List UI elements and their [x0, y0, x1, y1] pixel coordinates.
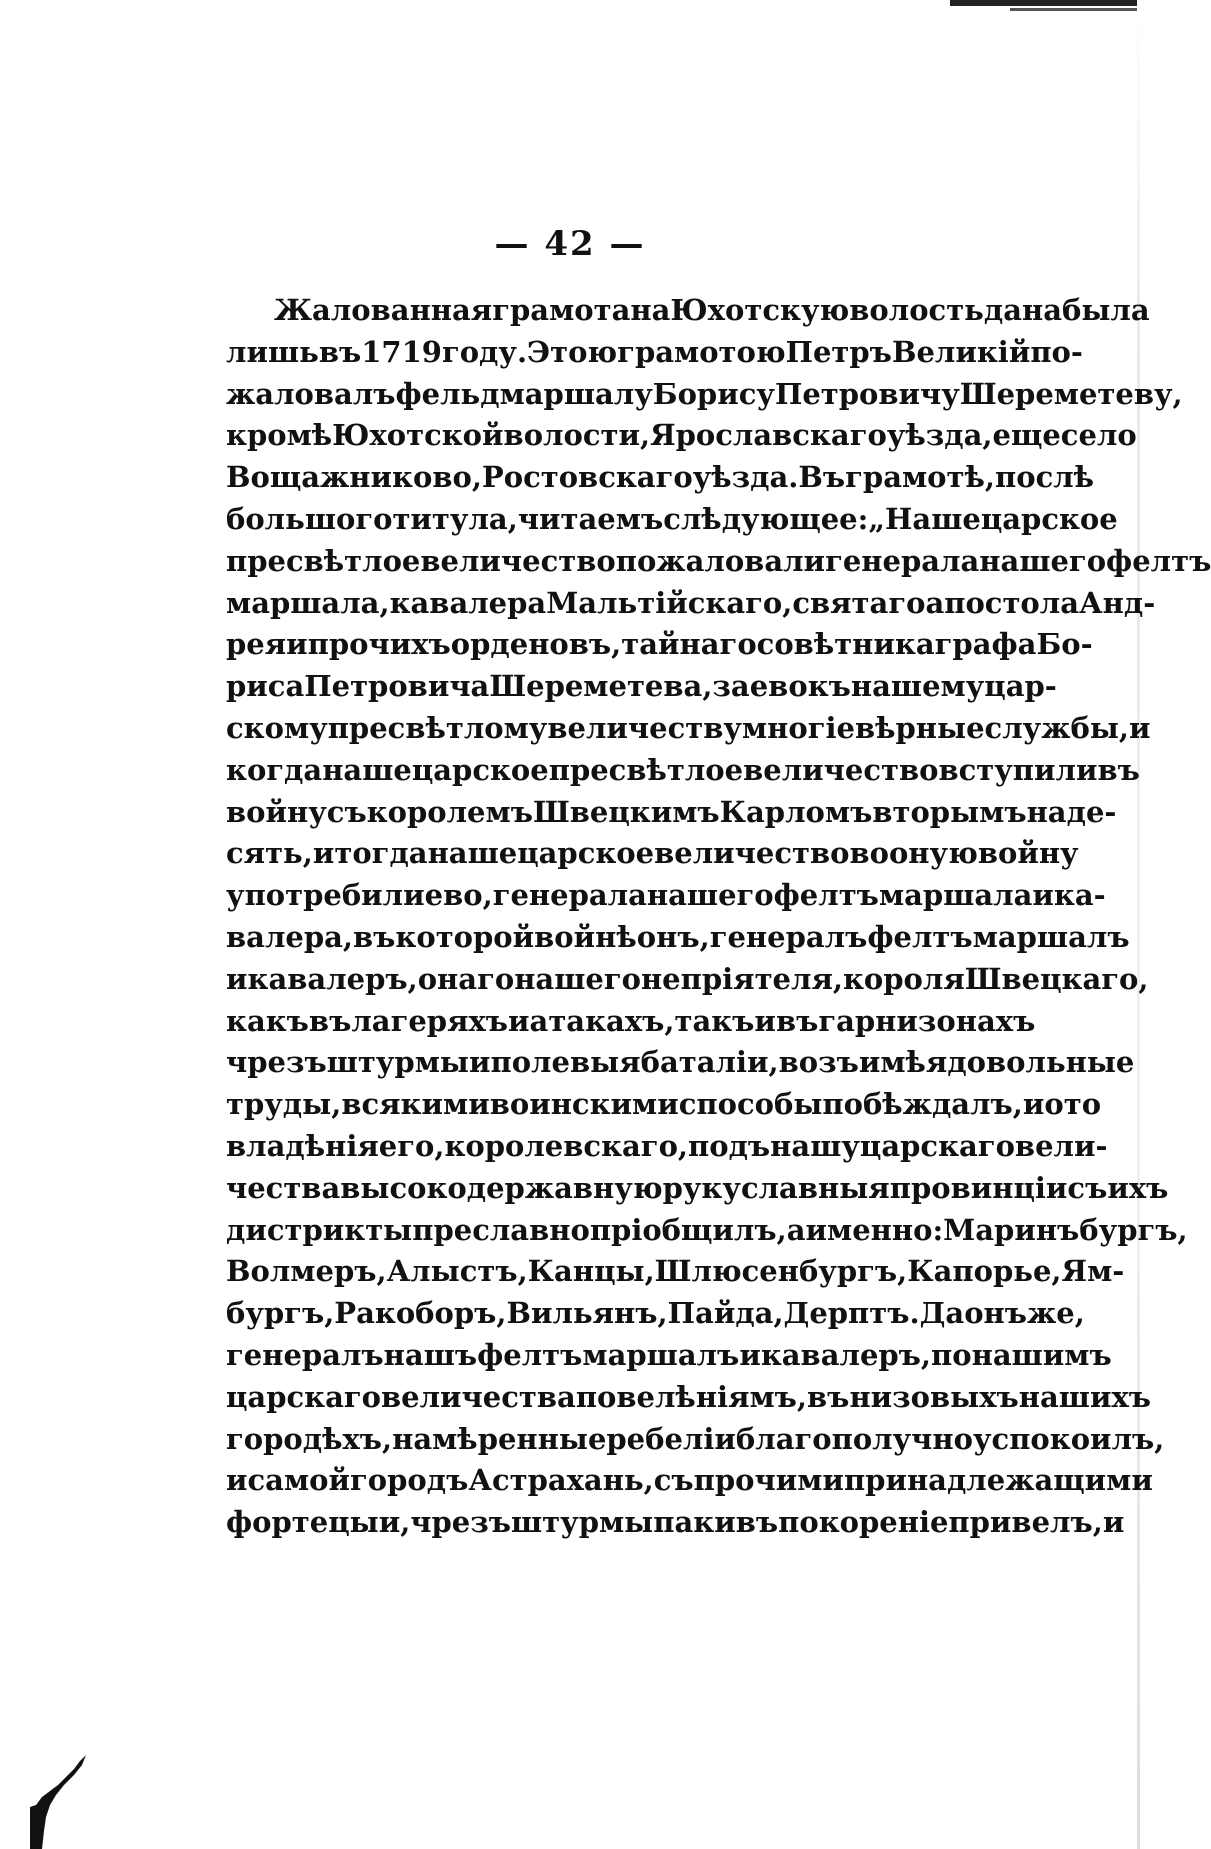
word: на [1026, 794, 1067, 829]
word: возъимѣя [778, 1045, 948, 1080]
word: кавалеръ, [247, 961, 418, 996]
scan-right-edge [1137, 0, 1140, 1849]
word: прочихъ [307, 627, 451, 662]
word: Ярославскаго [650, 418, 887, 453]
word: именно: [805, 1212, 944, 1247]
text-line [226, 1251, 1125, 1293]
word: и [739, 1337, 761, 1372]
text-line [226, 1168, 1169, 1210]
word: скому [226, 710, 328, 745]
word: королемъ [366, 794, 533, 829]
text-line [226, 1335, 1112, 1377]
word: Да [919, 1296, 965, 1331]
word: побѣждалъ, [822, 1087, 1023, 1122]
word: на [630, 293, 671, 327]
word: и [1102, 1505, 1125, 1540]
word: цар- [984, 669, 1057, 704]
word: по [931, 1337, 972, 1372]
word: чества [226, 1170, 341, 1205]
scan-edge-mark [1010, 8, 1140, 11]
word: фелтъ [1106, 543, 1211, 578]
word: ихъ [1107, 1170, 1169, 1205]
text-line [226, 1377, 1152, 1419]
word: Жалованная [274, 293, 493, 327]
word: по- [1030, 334, 1083, 369]
text-line [226, 1001, 1036, 1043]
word: Алыстъ, [386, 1254, 528, 1289]
text-line [226, 1460, 1153, 1502]
word: маршалъ [582, 1337, 740, 1372]
word: съ [1067, 1170, 1108, 1205]
word: лишь [226, 334, 319, 369]
word: сять, [226, 836, 313, 871]
word: непріятеля, [640, 961, 843, 996]
word: послѣ [995, 460, 1095, 495]
word: королевскаго, [444, 1128, 689, 1163]
word: войну [226, 794, 327, 829]
word: Ростовскаго [481, 460, 693, 495]
word: и [754, 1003, 776, 1038]
word: Шереметеву, [959, 376, 1183, 411]
word: Канцы, [527, 1254, 655, 1289]
word: Мальтійскаго, [546, 585, 793, 620]
word: царскаго [226, 1379, 381, 1414]
word: тайнаго [621, 627, 757, 662]
word: пожаловали [615, 543, 826, 578]
page-number: — 42 — [494, 224, 646, 264]
word: генерала [492, 878, 647, 913]
word: фелтъ [867, 919, 973, 954]
word: фельдмаршалу [395, 376, 653, 411]
word: многіе [741, 710, 855, 745]
word: самой [247, 1463, 351, 1498]
text-line [226, 1126, 1108, 1168]
word: совѣтника [756, 627, 935, 662]
scan-edge-mark [950, 0, 1140, 6]
word: жаловалъ [226, 376, 396, 411]
word: привелъ, [948, 1505, 1103, 1540]
word: наше [322, 752, 412, 787]
word: валера, [226, 919, 354, 954]
text-line [226, 1084, 1102, 1126]
word: кавалеръ, [760, 1337, 932, 1372]
text-line [226, 624, 1093, 666]
word: де- [1066, 794, 1117, 829]
word: Капорье, [907, 1254, 1062, 1289]
word: во [849, 836, 889, 871]
word: за [712, 669, 750, 704]
word: атакахъ, [529, 1003, 675, 1038]
word: успокоилъ, [972, 1421, 1165, 1456]
word: руку [662, 1170, 741, 1205]
word: риса [226, 669, 305, 704]
word: Юхотской [332, 418, 504, 453]
text-line [226, 1293, 1085, 1335]
text-line [226, 415, 1137, 457]
word: фелтъ [773, 878, 879, 913]
word: довольные [947, 1045, 1135, 1080]
word: ребеліи [606, 1421, 736, 1456]
word: фелтъ [477, 1337, 583, 1372]
word: паки [653, 1505, 736, 1540]
word: ото [1044, 1087, 1102, 1122]
word: Петровичу [774, 376, 960, 411]
word: 1719 [361, 334, 442, 369]
word: въ [318, 334, 362, 369]
word: пресвѣтлое [548, 752, 744, 787]
word: генерала [825, 543, 980, 578]
word: графа [934, 627, 1037, 662]
text-line [226, 1502, 1125, 1544]
word: владѣнія [226, 1128, 379, 1163]
word: орденовъ, [450, 627, 622, 662]
word: Анд- [1079, 585, 1156, 620]
word: „Наше [868, 501, 981, 536]
word: Петръ [785, 334, 892, 369]
word: Борису [652, 376, 775, 411]
word: Ям- [1061, 1254, 1125, 1289]
word: пріобщилъ, [589, 1212, 787, 1247]
text-line [226, 917, 1130, 959]
word: намѣренные [392, 1421, 607, 1456]
word: святаго [792, 585, 926, 620]
word: оную [888, 836, 978, 871]
word: Волмеръ, [226, 1254, 387, 1289]
word: въ [807, 1379, 850, 1414]
word: кромѣ [226, 418, 333, 453]
word: когда [226, 752, 323, 787]
text-line [226, 833, 1079, 875]
word: грамотою [617, 334, 786, 369]
word: провинціи [889, 1170, 1068, 1205]
text-line [226, 374, 1183, 416]
word: маршала, [226, 585, 390, 620]
word: большого [226, 501, 393, 536]
word: вели- [1014, 1128, 1108, 1163]
word: Вильянъ, [506, 1296, 668, 1331]
word: къ [807, 669, 851, 704]
word: нашего [979, 543, 1107, 578]
body-text [226, 290, 1211, 1544]
word: и [508, 1003, 530, 1038]
word: его, [378, 1128, 445, 1163]
word: штурмы [326, 1045, 469, 1080]
word: наше [427, 836, 518, 871]
word: Шереметева, [489, 669, 713, 704]
word: и [286, 627, 308, 662]
text-line [226, 666, 1057, 708]
word: слѣдующее: [663, 501, 869, 536]
word: царское [980, 501, 1118, 536]
word: способы [678, 1087, 823, 1122]
word: славныя [740, 1170, 890, 1205]
word: волости, [503, 418, 651, 453]
word: и [1129, 710, 1151, 745]
word: Астрахань, [468, 1463, 654, 1498]
word: Карломъ [719, 794, 873, 829]
word: всякими [341, 1087, 490, 1122]
word: употребили [226, 878, 425, 913]
word: рея [226, 627, 287, 662]
word: и [312, 836, 335, 871]
word: лагеряхъ [351, 1003, 509, 1038]
word: маршалъ [972, 919, 1130, 954]
word: съ [326, 794, 367, 829]
word: волость [849, 293, 984, 327]
word: величество [420, 543, 616, 578]
word: нашимъ [971, 1337, 1112, 1372]
word: нашего [514, 961, 641, 996]
word: кавалера [389, 585, 547, 620]
word: въ [1097, 752, 1140, 787]
word: такъ [674, 1003, 755, 1038]
word: и [1022, 1087, 1045, 1122]
word: вторымъ [872, 794, 1027, 829]
word: баталіи, [640, 1045, 779, 1080]
word: какъ [226, 1003, 309, 1038]
word: генералъ [709, 919, 868, 954]
word: и [1032, 878, 1054, 913]
word: вступили [938, 752, 1098, 787]
word: штурмы [511, 1505, 654, 1540]
word: уѣзда, [886, 418, 993, 453]
word: Маринъбургъ, [943, 1212, 1188, 1247]
word: вѣрные [854, 710, 985, 745]
word: нашу [770, 1128, 860, 1163]
word: же, [1027, 1296, 1085, 1331]
word: онъ [964, 1296, 1028, 1331]
word: Швецкимъ [532, 794, 720, 829]
word: Юхотскую [670, 293, 850, 327]
word: въ [775, 1003, 819, 1038]
word: Въ [798, 460, 846, 495]
scan-corner-artifact [30, 1755, 86, 1849]
word: войну [977, 836, 1079, 871]
word: году. [441, 334, 528, 369]
word: Бо- [1036, 627, 1093, 662]
word: и [226, 961, 248, 996]
word: ево [749, 669, 808, 704]
word: село [1060, 418, 1137, 453]
word: читаемъ [517, 501, 664, 536]
word: онаго [417, 961, 515, 996]
word: и [468, 1045, 491, 1080]
word: повелѣніямъ, [575, 1379, 808, 1414]
word: Пайда, [667, 1296, 784, 1331]
word: Дерптъ. [783, 1296, 920, 1331]
word: съ [653, 1463, 694, 1498]
text-line [226, 1419, 1165, 1461]
text-line [226, 332, 1083, 374]
word: нашему [850, 669, 985, 704]
word: городѣхъ, [226, 1421, 393, 1456]
text-line [226, 959, 1149, 1001]
word: еще [992, 418, 1061, 453]
word: въ [308, 1003, 352, 1038]
word: короля [842, 961, 965, 996]
word: низовыхъ [849, 1379, 1019, 1414]
word: была [1062, 293, 1150, 327]
word: царское [411, 752, 549, 787]
word: царскаго [859, 1128, 1015, 1163]
word: пресвѣтлому [327, 710, 548, 745]
word: въ [353, 919, 396, 954]
word: нашего [646, 878, 774, 913]
word: подъ [688, 1128, 771, 1163]
text-line [226, 541, 1211, 583]
text-line [226, 499, 1118, 541]
word: службы, [984, 710, 1129, 745]
text-line [226, 583, 1156, 625]
word: преславно [412, 1212, 590, 1247]
word: принадлежащими [843, 1463, 1153, 1498]
word: грамотѣ, [845, 460, 995, 495]
word: Швецкаго, [964, 961, 1149, 996]
text-line [226, 1042, 1135, 1084]
word: Великій [891, 334, 1031, 369]
word: Вощажниково, [226, 460, 482, 495]
word: полевыя [490, 1045, 641, 1080]
word: нашъ [383, 1337, 478, 1372]
text-line [226, 708, 1151, 750]
word: Этою [527, 334, 618, 369]
word: труды, [226, 1087, 342, 1122]
word: городъ [350, 1463, 469, 1498]
word: войнѣ [534, 919, 637, 954]
word: воинскими [489, 1087, 679, 1122]
text-line [226, 750, 1140, 792]
word: чрезъ [226, 1045, 327, 1080]
word: ка- [1053, 878, 1106, 913]
text-line [226, 457, 1095, 499]
text-line [226, 792, 1117, 834]
word: маршала [878, 878, 1033, 913]
word: дана [983, 293, 1062, 327]
word: тогда [334, 836, 428, 871]
word: царское [517, 836, 655, 871]
word: величество [743, 752, 939, 787]
word: бургъ, [226, 1296, 335, 1331]
word: высокодержавную [340, 1170, 663, 1205]
word: которой [395, 919, 535, 954]
word: пресвѣтлое [226, 543, 421, 578]
word: покореніе [778, 1505, 949, 1540]
word: гарнизонахъ [818, 1003, 1036, 1038]
word: титула, [392, 501, 518, 536]
word: генералъ [226, 1337, 384, 1372]
word: ево, [424, 878, 493, 913]
word: величество [654, 836, 850, 871]
word: нашихъ [1018, 1379, 1152, 1414]
text-line [226, 1210, 1188, 1252]
word: онъ, [636, 919, 710, 954]
word: Ракоборъ, [334, 1296, 507, 1331]
word: дистрикты [226, 1212, 413, 1247]
word: величества [381, 1379, 576, 1414]
word: благополучно [735, 1421, 973, 1456]
word: въ [735, 1505, 779, 1540]
text-line [226, 875, 1106, 917]
word: уѣзда. [692, 460, 799, 495]
word: величеству [547, 710, 742, 745]
word: прочими [693, 1463, 844, 1498]
word: грамота [492, 293, 631, 327]
word: а [786, 1212, 806, 1247]
text-line [226, 290, 1150, 332]
word: апостола [925, 585, 1080, 620]
word: фортецыи, [226, 1505, 411, 1540]
word: Шлюсенбургъ, [654, 1254, 908, 1289]
word: Петровича [304, 669, 490, 704]
word: и [226, 1463, 248, 1498]
word: чрезъ [410, 1505, 512, 1540]
